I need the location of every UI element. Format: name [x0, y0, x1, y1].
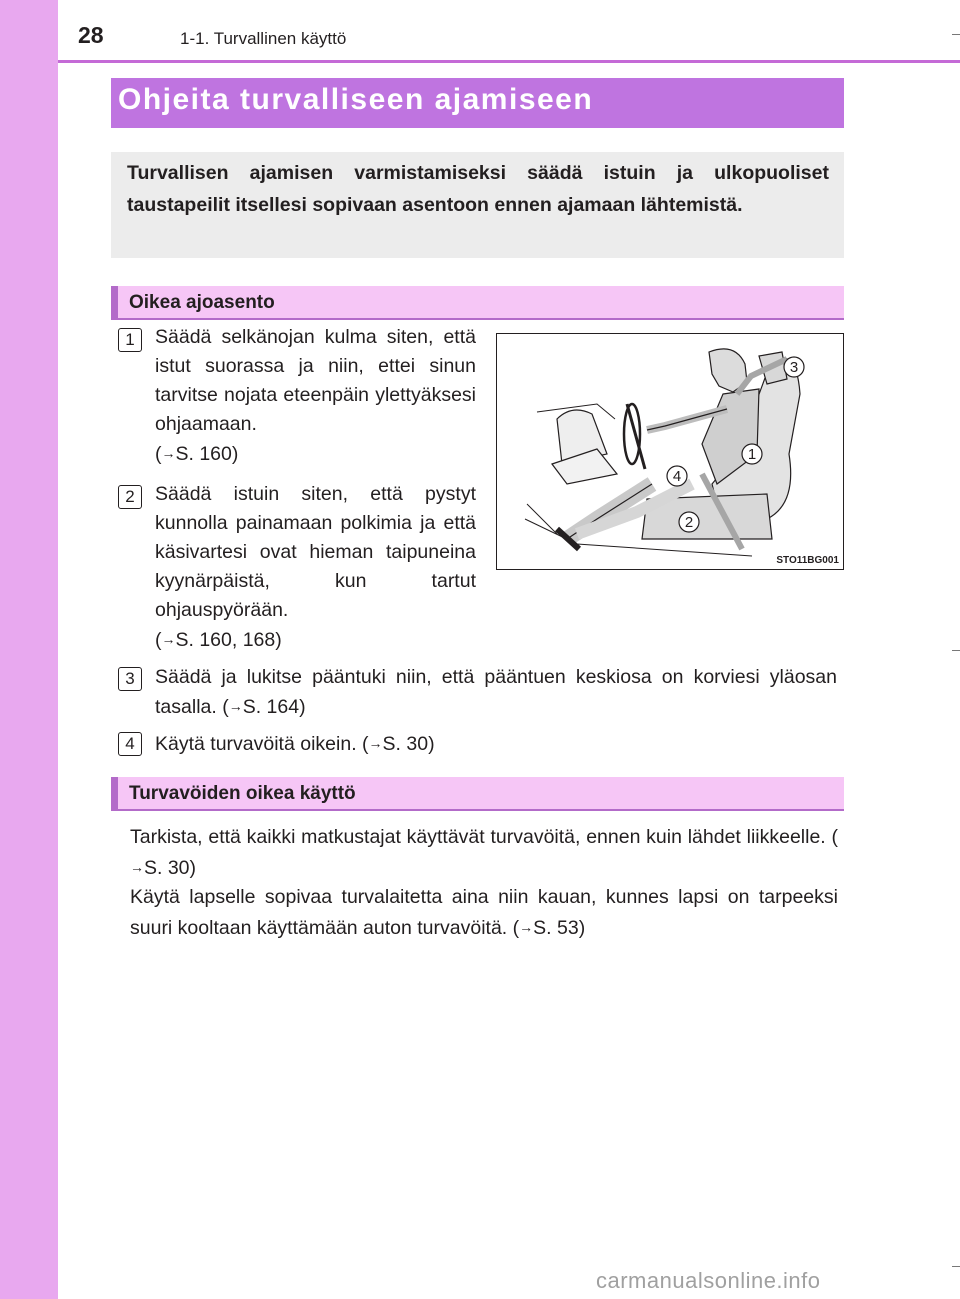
arrow-icon: →	[130, 858, 144, 875]
intro-box	[111, 152, 844, 258]
item-text: Säädä istuin siten, että pystyt kunnolla painamaan polkimia ja että käsivartesi ovat hieman taipuneina kyynärpäistä, kun tartut ohjauspyörään.	[155, 483, 476, 621]
list-item: Käytä turvavöitä oikein. (→S. 30)	[155, 729, 837, 759]
page-number: 28	[78, 22, 104, 48]
section-heading-label: Oikea ajoasento	[129, 292, 275, 313]
arrow-icon: →	[161, 445, 176, 461]
arrow-icon: →	[519, 918, 534, 935]
page-reference: S. 30	[382, 733, 429, 755]
item-number-badge: 1	[118, 328, 142, 352]
driver-seat-drawing	[497, 334, 843, 569]
page-reference: S. 160	[175, 443, 232, 465]
list-item: Säädä istuin siten, että pystyt kunnolla painamaan polkimia ja että käsivartesi ovat hieman taipuneina kyynärpäistä, kun tartut ohjauspyörään. (→S. 160, 168)	[155, 480, 476, 655]
page-reference: S. 164	[242, 696, 300, 718]
item-number-badge: 4	[118, 732, 142, 756]
header-rule	[58, 60, 960, 63]
crop-mark	[952, 34, 960, 35]
driving-posture-illustration	[496, 333, 844, 570]
arrow-icon: →	[368, 735, 383, 751]
paragraph-text: Tarkista, että kaikki matkustajat käyttävät turvavöitä, ennen kuin lähdet liikkeelle.	[130, 826, 826, 848]
section-heading-seatbelt-use	[111, 777, 844, 811]
crop-mark	[952, 1266, 960, 1267]
item-text: Säädä selkänojan kulma siten, että istut suorassa ja niin, ettei sinun tarvitse nojata eteenpäin ylettyäksesi ohjaamaan.	[155, 326, 476, 435]
page-reference: S. 53	[533, 916, 579, 939]
running-head: 1-1. Turvallinen käyttö	[180, 29, 347, 48]
item-number-badge: 2	[118, 485, 142, 509]
intro-text: Turvallisen ajamisen varmistamiseksi säädä istuin ja ulkopuoliset taustapeilit itsellesi sopivaan asentoon ennen ajamaan lähtemistä.	[127, 162, 829, 216]
callout-1: 1	[747, 446, 757, 463]
paragraph-text: Käytä lapselle sopivaa turvalaitetta aina niin kauan, kunnes lapsi on tarpeeksi suuri kooltaan käyttämään auton turvavöitä.	[130, 886, 838, 939]
item-text: Käytä turvavöitä oikein.	[155, 733, 357, 755]
list-item: Säädä ja lukitse pääntuki niin, että pääntuen keskiosa on korviesi yläosan tasalla. (→S. 164)	[155, 663, 837, 722]
crop-mark	[952, 650, 960, 651]
section-heading-driving-posture	[111, 286, 844, 320]
page-reference: S. 30	[144, 856, 190, 879]
page-reference: S. 160, 168	[175, 629, 276, 651]
item-number-badge: 3	[118, 667, 142, 691]
section-heading-label: Turvavöiden oikea käyttö	[129, 783, 356, 804]
callout-2: 2	[684, 514, 694, 531]
arrow-icon: →	[228, 698, 243, 714]
callout-4: 4	[672, 468, 682, 485]
page-title: Ohjeita turvalliseen ajamiseen	[118, 83, 594, 116]
seatbelt-paragraph: Tarkista, että kaikki matkustajat käyttävät turvavöitä, ennen kuin lähdet liikkeelle. (→S. 30) Käytä lapselle sopivaa turvalaitetta aina niin kauan, kunnes lapsi on tarpeeksi suuri kooltaan käyttämään auton turvavöitä. (→S. 53)	[130, 823, 838, 943]
watermark: carmanualsonline.info	[596, 1268, 821, 1293]
illustration-code: STO11BG001	[776, 555, 839, 566]
callout-3: 3	[789, 359, 799, 376]
list-item: Säädä selkänojan kulma siten, että istut suorassa ja niin, ettei sinun tarvitse nojata eteenpäin ylettyäksesi ohjaamaan. (→S. 160)	[155, 323, 476, 469]
side-band	[0, 0, 58, 1299]
item-text: Säädä ja lukitse pääntuki niin, että pääntuen keskiosa on korviesi yläosan tasalla.	[155, 666, 837, 718]
arrow-icon: →	[161, 631, 176, 647]
